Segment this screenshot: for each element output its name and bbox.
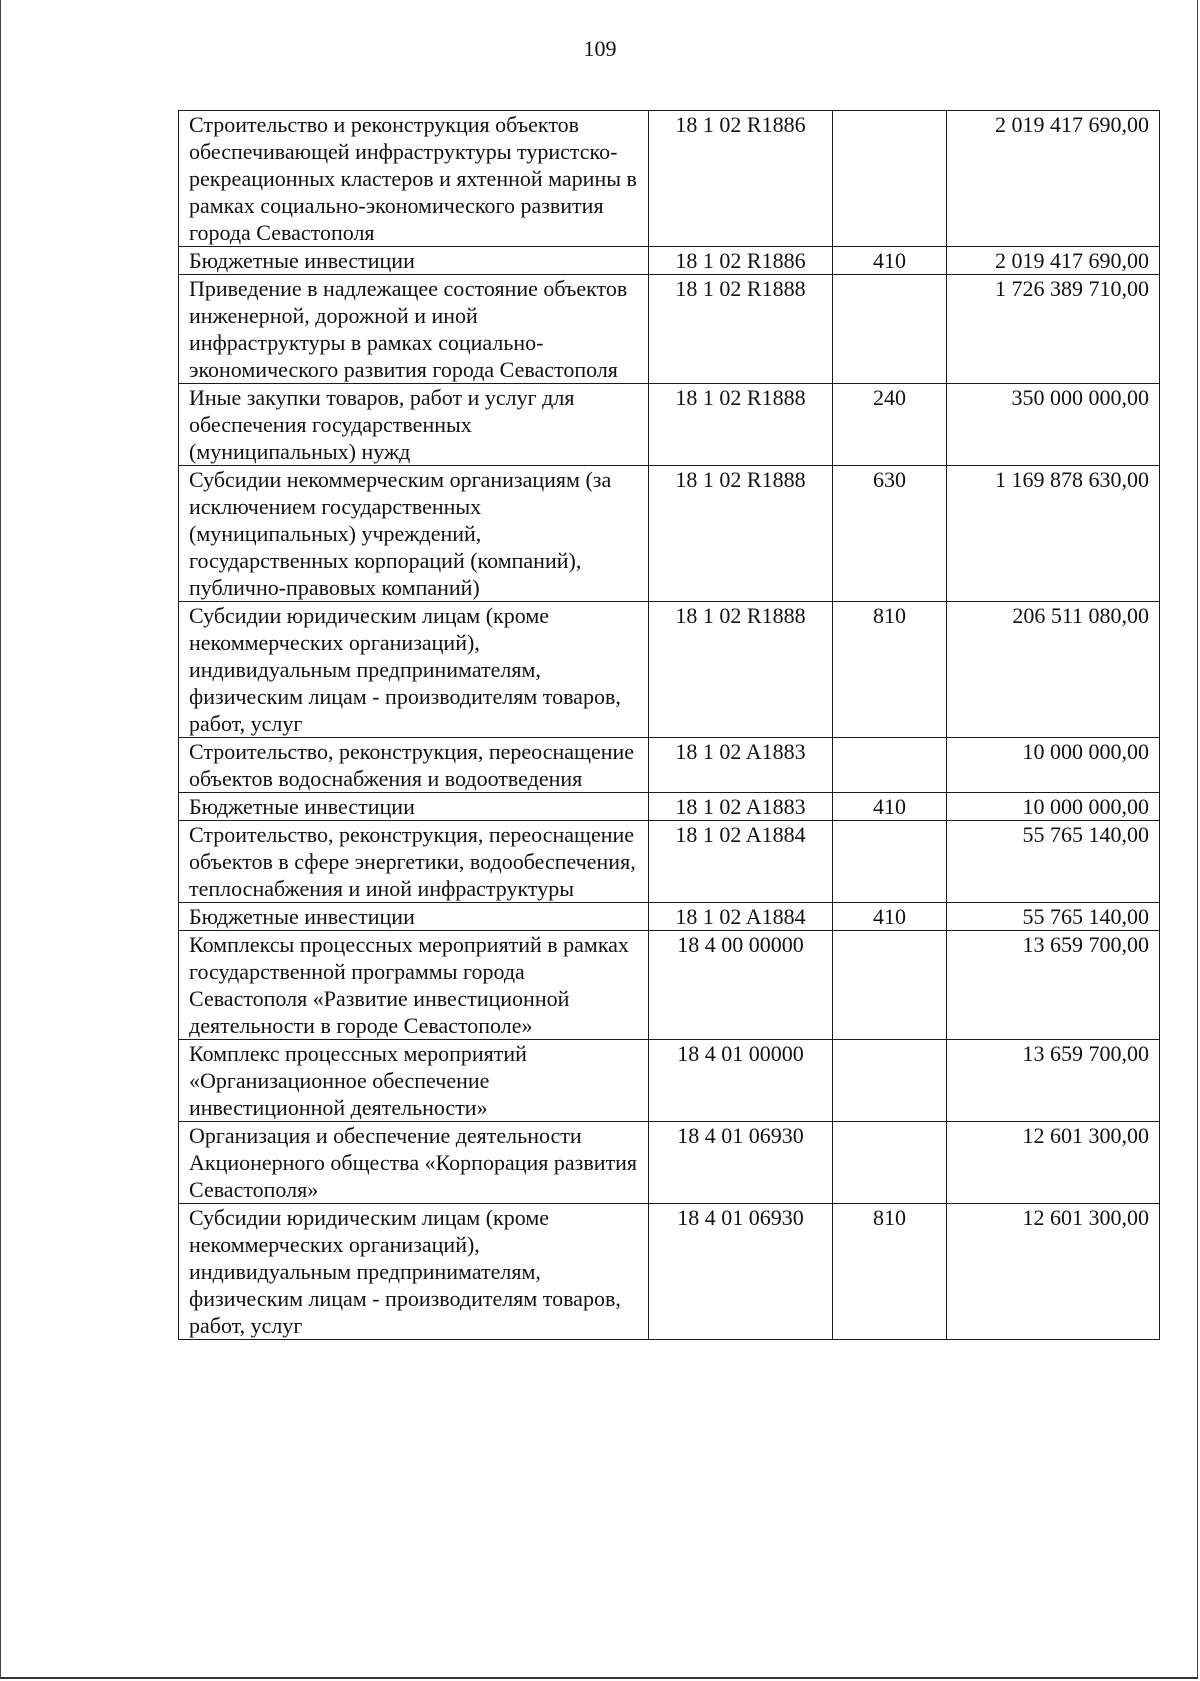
page-number: 109 (583, 36, 617, 61)
budget-table-body (179, 111, 1160, 1340)
row-kvr-cell: 810 (833, 602, 947, 738)
row-name-cell: Субсидии юридическим лицам (кроме некоммерческих организаций), индивидуальным предпринимателям, физическим лицам - производителям товаров, работ, услуг (179, 1204, 649, 1340)
row-kvr-cell (833, 111, 947, 247)
table-row (179, 1040, 1160, 1122)
row-sum-cell: 10 000 000,00 (947, 738, 1160, 793)
budget-table (178, 110, 1160, 1340)
row-name-cell: Бюджетные инвестиции (179, 247, 649, 275)
row-code-cell: 18 1 02 A1884 (649, 821, 833, 903)
row-name-cell: Комплекс процессных мероприятий «Организационное обеспечение инвестиционной деятельности» (179, 1040, 649, 1122)
row-name-cell: Бюджетные инвестиции (179, 793, 649, 821)
table-row (179, 821, 1160, 903)
row-sum-cell: 55 765 140,00 (947, 903, 1160, 931)
row-code-cell: 18 1 02 R1886 (649, 111, 833, 247)
row-code-cell: 18 4 01 06930 (649, 1122, 833, 1204)
row-code-cell: 18 1 02 R1888 (649, 384, 833, 466)
row-sum-cell: 2 019 417 690,00 (947, 247, 1160, 275)
table-row (179, 466, 1160, 602)
table-row (179, 793, 1160, 821)
row-sum-cell: 10 000 000,00 (947, 793, 1160, 821)
table-row (179, 1122, 1160, 1204)
row-code-cell: 18 1 02 R1886 (649, 247, 833, 275)
row-code-cell: 18 1 02 R1888 (649, 602, 833, 738)
row-name-cell: Субсидии юридическим лицам (кроме некоммерческих организаций), индивидуальным предпринимателям, физическим лицам - производителям товаров, работ, услуг (179, 602, 649, 738)
table-row (179, 738, 1160, 793)
row-kvr-cell: 810 (833, 1204, 947, 1340)
table-row (179, 111, 1160, 247)
row-sum-cell: 12 601 300,00 (947, 1122, 1160, 1204)
row-kvr-cell: 410 (833, 793, 947, 821)
row-code-cell: 18 1 02 A1883 (649, 738, 833, 793)
row-sum-cell: 12 601 300,00 (947, 1204, 1160, 1340)
row-kvr-cell (833, 1040, 947, 1122)
row-kvr-cell (833, 275, 947, 384)
row-sum-cell: 1 169 878 630,00 (947, 466, 1160, 602)
row-kvr-cell: 630 (833, 466, 947, 602)
row-name-cell: Строительство и реконструкция объектов обеспечивающей инфраструктуры туристско-рекреационных кластеров и яхтенной марины в рамках социально-экономического развития города Севастополя (179, 111, 649, 247)
row-kvr-cell: 240 (833, 384, 947, 466)
row-name-cell: Организация и обеспечение деятельности Акционерного общества «Корпорация развития Севастополя» (179, 1122, 649, 1204)
row-sum-cell: 13 659 700,00 (947, 1040, 1160, 1122)
table-row (179, 931, 1160, 1040)
table-row (179, 275, 1160, 384)
row-sum-cell: 2 019 417 690,00 (947, 111, 1160, 247)
row-name-cell: Строительство, реконструкция, переоснащение объектов водоснабжения и водоотведения (179, 738, 649, 793)
table-row (179, 384, 1160, 466)
row-name-cell: Субсидии некоммерческим организациям (за исключением государственных (муниципальных) учреждений, государственных корпораций (компаний), публично-правовых компаний) (179, 466, 649, 602)
row-name-cell: Комплексы процессных мероприятий в рамках государственной программы города Севастополя «Развитие инвестиционной деятельности в городе Севастополе» (179, 931, 649, 1040)
row-name-cell: Строительство, реконструкция, переоснащение объектов в сфере энергетики, водообеспечения, теплоснабжения и иной инфраструктуры (179, 821, 649, 903)
row-code-cell: 18 1 02 A1883 (649, 793, 833, 821)
row-code-cell: 18 4 01 00000 (649, 1040, 833, 1122)
row-sum-cell: 55 765 140,00 (947, 821, 1160, 903)
row-kvr-cell (833, 931, 947, 1040)
row-sum-cell: 206 511 080,00 (947, 602, 1160, 738)
row-kvr-cell (833, 738, 947, 793)
row-kvr-cell (833, 1122, 947, 1204)
row-kvr-cell: 410 (833, 247, 947, 275)
row-name-cell: Приведение в надлежащее состояние объектов инженерной, дорожной и иной инфраструктуры в рамках социально-экономического развития города Севастополя (179, 275, 649, 384)
table-row (179, 247, 1160, 275)
row-code-cell: 18 1 02 R1888 (649, 275, 833, 384)
row-name-cell: Бюджетные инвестиции (179, 903, 649, 931)
row-code-cell: 18 4 00 00000 (649, 931, 833, 1040)
row-code-cell: 18 1 02 R1888 (649, 466, 833, 602)
row-sum-cell: 13 659 700,00 (947, 931, 1160, 1040)
table-row (179, 903, 1160, 931)
row-code-cell: 18 4 01 06930 (649, 1204, 833, 1340)
row-code-cell: 18 1 02 A1884 (649, 903, 833, 931)
table-row (179, 602, 1160, 738)
row-kvr-cell (833, 821, 947, 903)
table-row (179, 1204, 1160, 1340)
row-sum-cell: 350 000 000,00 (947, 384, 1160, 466)
row-kvr-cell: 410 (833, 903, 947, 931)
row-sum-cell: 1 726 389 710,00 (947, 275, 1160, 384)
row-name-cell: Иные закупки товаров, работ и услуг для обеспечения государственных (муниципальных) нужд (179, 384, 649, 466)
